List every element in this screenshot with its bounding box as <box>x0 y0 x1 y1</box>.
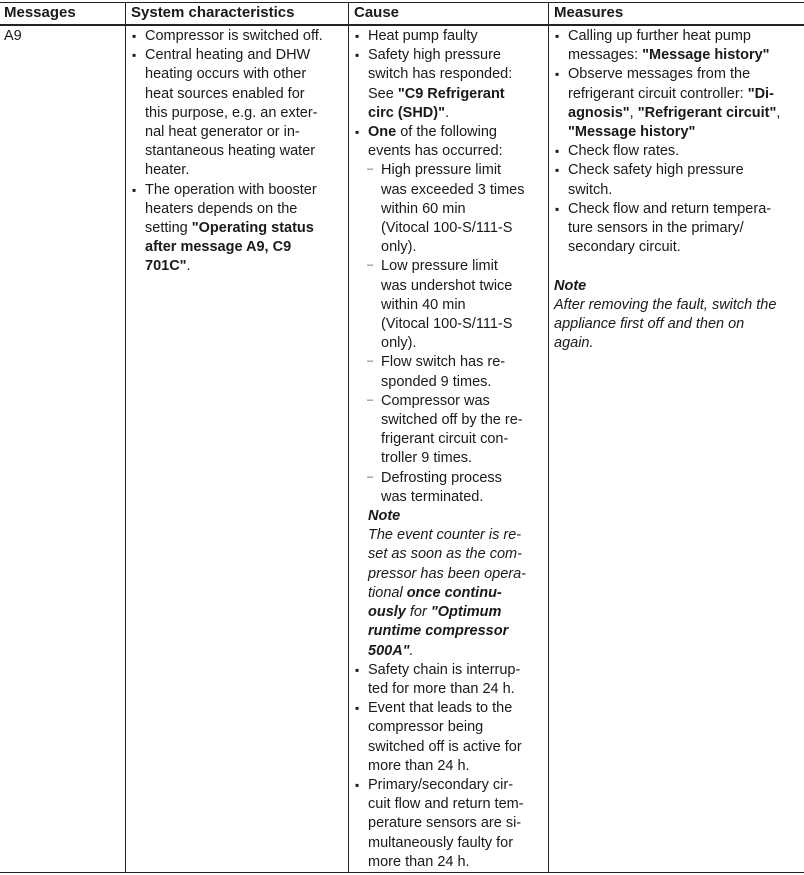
operating-status-setting-cont: after message A9, C9 <box>145 239 292 256</box>
one-emphasis: One <box>368 124 397 141</box>
diagnosis-ref-end: agnosis" <box>568 104 630 121</box>
column-divider-3 <box>548 2 549 873</box>
cause-dash-line: (Vitocal 100-S/111-S <box>381 220 513 237</box>
system-bullet-3: ▪ The operation with booster <box>131 181 349 200</box>
measures-note-heading: Note <box>554 277 587 294</box>
optimum-runtime-ref: "Optimum <box>430 604 502 621</box>
measures-text: messages: <box>568 47 643 64</box>
cause-dash-line: sponded 9 times. <box>381 373 492 390</box>
message-code-cell <box>4 27 22 46</box>
system-text: . <box>186 258 191 275</box>
message-code: A9 <box>4 28 22 44</box>
cause-bullet-2: ▪ Safety high pressure <box>354 46 546 65</box>
measures-line <box>554 104 802 123</box>
column-divider-1 <box>125 2 126 873</box>
cause-dash-line: within 60 min <box>381 200 466 217</box>
measures-bullet-4: ▪ Check safety high pressure <box>554 161 802 180</box>
operating-status-setting-end: 701C" <box>145 258 187 275</box>
measures-cell <box>554 27 802 353</box>
cause-dash-line: (Vitocal 100-S/111-S <box>381 316 513 333</box>
refrigerant-circuit-ref: "Refrigerant circuit" <box>637 104 777 121</box>
note-text: for <box>405 604 431 621</box>
system-line <box>131 219 349 238</box>
spacer <box>554 257 802 276</box>
cause-line: perature sensors are si- <box>368 815 522 832</box>
cause-dash-item-4: – Compressor was <box>354 392 546 411</box>
cause-bullet-5: ▪ Event that leads to the <box>354 699 546 718</box>
cause-bullet-3 <box>354 123 546 142</box>
cause-note-text: pressor has been opera- <box>368 565 526 582</box>
c9-refrigerant-ref-end: circ (SHD)" <box>368 104 445 121</box>
cause-dash-line: only). <box>381 239 417 256</box>
cause-line: more than 24 h. <box>368 853 470 870</box>
cause-line: switch has responded: <box>368 66 513 83</box>
cause-line: cuit flow and return tem- <box>368 796 524 813</box>
cause-note-text <box>354 603 546 622</box>
measures-bullet-2: ▪ Observe messages from the <box>554 65 802 84</box>
system-line: heating occurs with other <box>145 66 307 83</box>
cause-bullet-1: ▪ Heat pump faulty <box>354 27 546 46</box>
once-continuously-emphasis: once continu- <box>406 584 502 601</box>
cause-note-text: The event counter is re- <box>368 527 522 544</box>
c9-refrigerant-ref: "C9 Refrigerant <box>397 85 505 102</box>
cause-bullet-4: ▪ Safety chain is interrup- <box>354 661 546 680</box>
cause-line: events has occurred: <box>368 143 503 160</box>
cause-dash-line: was exceeded 3 times <box>381 181 525 198</box>
system-line: stantaneous heating water <box>145 143 316 160</box>
measures-text: refrigerant circuit controller: <box>568 85 748 102</box>
system-text: setting <box>145 220 192 237</box>
cause-line <box>354 104 546 123</box>
cause-line: compressor being <box>368 719 484 736</box>
system-line: heat sources enabled for <box>145 85 305 102</box>
cause-note-heading: Note <box>368 508 401 525</box>
cause-text: of the following <box>396 124 497 141</box>
system-line: nal heat generator or in- <box>145 124 300 141</box>
cause-dash-line: was terminated. <box>381 488 484 505</box>
header-bottom-border <box>0 24 804 26</box>
operating-status-setting: "Operating status <box>191 220 314 237</box>
optimum-runtime-ref-end: 500A" <box>368 642 410 659</box>
cause-bullet-6: ▪ Primary/secondary cir- <box>354 776 546 795</box>
cause-line: more than 24 h. <box>368 757 470 774</box>
system-characteristics-cell <box>131 27 349 277</box>
cause-line: multaneously faulty for <box>368 834 514 851</box>
system-line <box>131 257 349 276</box>
header-system-characteristics: System characteristics <box>131 4 295 21</box>
cause-dash-line: switched off by the re- <box>381 412 523 429</box>
cause-dash-item-1: – High pressure limit <box>354 161 546 180</box>
header-cause: Cause <box>354 4 400 21</box>
measures-line: ture sensors in the primary/ <box>568 220 744 237</box>
measures-text: , <box>629 104 638 121</box>
cause-cell <box>354 27 546 872</box>
measures-note-text: appliance first off and then on <box>554 316 745 333</box>
cause-dash-line: within 40 min <box>381 296 466 313</box>
once-continuously-emphasis-end: ously <box>368 604 406 621</box>
header-measures: Measures <box>554 4 624 21</box>
system-line: heaters depends on the <box>145 200 298 217</box>
cause-dash-line: was undershot twice <box>381 277 513 294</box>
cause-text: See <box>368 85 398 102</box>
measures-note-text: After removing the fault, switch the <box>554 296 777 313</box>
system-line: this purpose, e.g. an exter- <box>145 104 318 121</box>
measures-line <box>554 46 802 65</box>
cause-line <box>354 85 546 104</box>
cause-dash-item-3: – Flow switch has re- <box>354 353 546 372</box>
cause-line: switched off is active for <box>368 738 522 755</box>
measures-line <box>554 85 802 104</box>
measures-line: switch. <box>568 181 613 198</box>
optimum-runtime-ref-cont: runtime compressor <box>368 623 509 640</box>
measures-bullet-1: ▪ Calling up further heat pump <box>554 27 802 46</box>
cause-note-text: set as soon as the com- <box>368 546 522 563</box>
message-history-ref: "Message history" <box>642 47 770 64</box>
cause-note-text <box>354 584 546 603</box>
measures-line: secondary circuit. <box>568 239 681 256</box>
cause-dash-item-5: – Defrosting process <box>354 469 546 488</box>
measures-text: , <box>776 104 781 121</box>
system-line: heater. <box>145 162 190 179</box>
measures-note-text: again. <box>554 335 594 352</box>
system-bullet-1: ▪ Compressor is switched off. <box>131 27 349 46</box>
note-text: tional <box>368 584 407 601</box>
cause-line: ted for more than 24 h. <box>368 680 515 697</box>
cause-dash-line: frigerant circuit con- <box>381 431 509 448</box>
header-messages: Messages <box>4 4 76 21</box>
measures-bullet-3: ▪ Check flow rates. <box>554 142 802 161</box>
note-text: . <box>409 642 414 659</box>
cause-dash-line: troller 9 times. <box>381 450 473 467</box>
cause-dash-item-2: – Low pressure limit <box>354 257 546 276</box>
cause-text: . <box>444 104 450 121</box>
cause-dash-line: only). <box>381 335 417 352</box>
message-history-ref-2: "Message history" <box>568 124 696 141</box>
table-bottom-border <box>0 872 804 873</box>
system-bullet-2: ▪ Central heating and DHW <box>131 46 349 65</box>
diagnosis-ref: "Di- <box>747 85 774 102</box>
measures-bullet-5: ▪ Check flow and return tempera- <box>554 200 802 219</box>
cause-note-text <box>354 642 546 661</box>
table-top-border <box>0 2 804 3</box>
